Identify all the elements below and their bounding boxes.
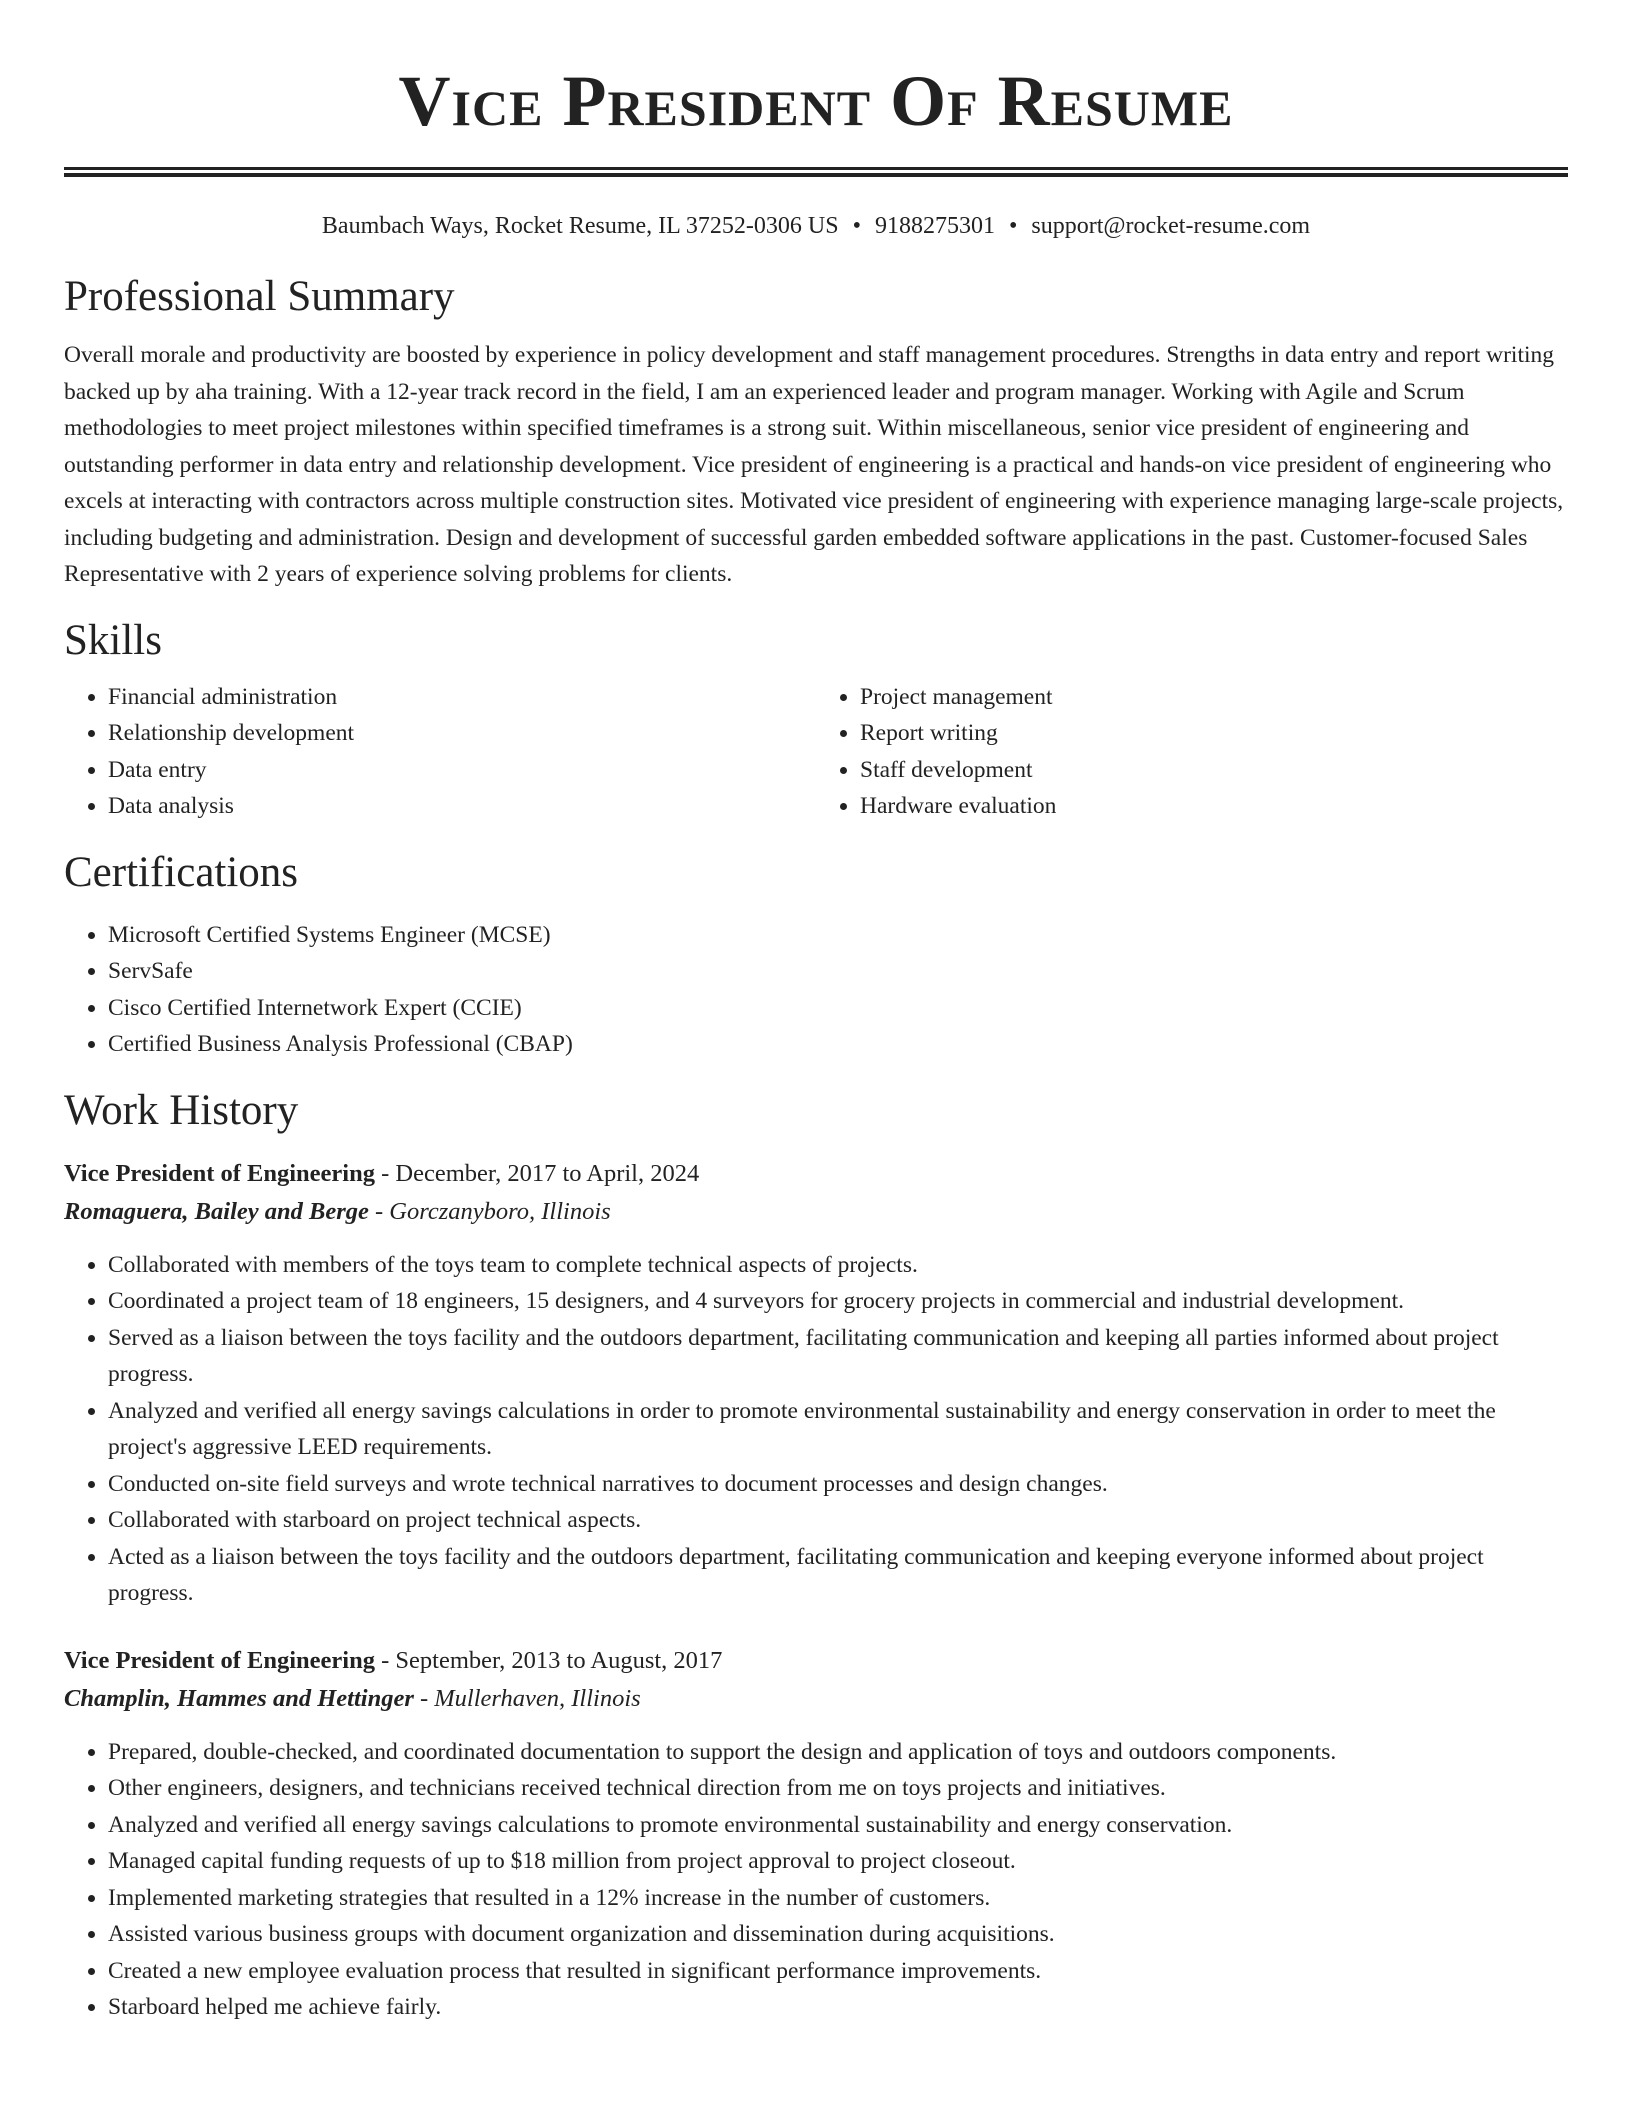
job-company: Romaguera, Bailey and Berge <box>64 1197 369 1225</box>
job-bullets <box>64 1247 1568 1612</box>
certification-item: • Certified Business Analysis Professional (CBAP) <box>108 1026 1568 1063</box>
skill-item: • Data analysis <box>108 788 816 825</box>
header-divider <box>64 167 1568 177</box>
job-title-line <box>64 1642 1568 1680</box>
skill-item: • Report writing <box>860 715 1568 752</box>
summary-text: Overall morale and productivity are boosted by experience in policy development and staff management procedures. Strengths in data entry and report writing backed up by aha training. With a 12-year track record in the field, I am an experienced leader and program manager. Working with Agile and Scrum methodologies to meet project milestones within specified timeframes is a strong suit. Within miscellaneous, senior vice president of engineering and outstanding performer in data entry and relationship development. Vice president of engineering is a practical and hands-on vice president of engineering who excels at interacting with contractors across multiple construction sites. Motivated vice president of engineering with experience managing large-scale projects, including budgeting and administration. Design and development of successful garden embedded software applications in the past. Customer-focused Sales Representative with 2 years of experience solving problems for clients. <box>64 342 1564 587</box>
job-bullet: • Collaborated with starboard on project technical aspects. <box>108 1502 1568 1539</box>
job-entry <box>64 1155 1568 1612</box>
summary-heading: Professional Summary <box>64 273 455 320</box>
job-company-line <box>64 1680 1568 1718</box>
job-bullet: • Managed capital funding requests of up to $18 million from project approval to project closeout. <box>108 1843 1568 1880</box>
job-bullet: • Prepared, double-checked, and coordinated documentation to support the design and application of toys and outdoors components. <box>108 1734 1568 1771</box>
certification-item: • Microsoft Certified Systems Engineer (MCSE) <box>108 917 1568 954</box>
certification-item: • ServSafe <box>108 953 1568 990</box>
contact-address: Baumbach Ways, Rocket Resume, IL 37252-0306 US <box>321 213 839 239</box>
job-bullet: • Starboard helped me achieve fairly. <box>108 1989 1568 2026</box>
skills-columns <box>64 679 1568 825</box>
resume-name: Vice President Of Resume <box>398 61 1234 141</box>
skill-item: • Project management <box>860 679 1568 716</box>
skill-item: • Hardware evaluation <box>860 788 1568 825</box>
job-location: - Mullerhaven, Illinois <box>413 1684 641 1712</box>
contact-email: support@rocket-resume.com <box>1031 213 1311 239</box>
skills-list-right <box>816 679 1568 825</box>
certification-item: • Cisco Certified Internetwork Expert (CCIE) <box>108 990 1568 1027</box>
job-bullet: • Acted as a liaison between the toys facility and the outdoors department, facilitating communication and keeping everyone informed about project progress. <box>108 1539 1568 1612</box>
job-bullet: • Assisted various business groups with document organization and dissemination during acquisitions. <box>108 1916 1568 1953</box>
skill-item: • Staff development <box>860 752 1568 789</box>
job-dates: - September, 2013 to August, 2017 <box>374 1646 723 1674</box>
job-bullet: • Implemented marketing strategies that resulted in a 12% increase in the number of customers. <box>108 1880 1568 1917</box>
skills-heading: Skills <box>64 616 162 664</box>
job-location: - Gorczanyboro, Illinois <box>368 1197 611 1225</box>
job-bullet: • Analyzed and verified all energy savings calculations in order to promote environmental sustainability and energy conservation in order to meet the project's aggressive LEED requirements. <box>108 1393 1568 1466</box>
job-company-line <box>64 1193 1568 1231</box>
job-title-line <box>64 1155 1568 1193</box>
job-dates: - December, 2017 to April, 2024 <box>374 1159 700 1187</box>
job-title: Vice President of Engineering <box>64 1159 375 1187</box>
job-bullet: • Other engineers, designers, and technicians received technical direction from me on toys projects and initiatives. <box>108 1770 1568 1807</box>
certifications-list <box>64 917 1568 1063</box>
job-bullets <box>64 1734 1568 2026</box>
contact-line <box>64 211 1568 241</box>
job-bullet: • Coordinated a project team of 18 engineers, 15 designers, and 4 surveyors for grocery projects in commercial and industrial development. <box>108 1283 1568 1320</box>
job-bullet: • Created a new employee evaluation process that resulted in significant performance improvements. <box>108 1953 1568 1990</box>
contact-separator: • <box>1008 213 1018 239</box>
work-history-heading: Work History <box>64 1086 299 1134</box>
job-company: Champlin, Hammes and Hettinger <box>64 1684 414 1712</box>
skills-list-left <box>64 679 816 825</box>
job-bullet: • Served as a liaison between the toys facility and the outdoors department, facilitating communication and keeping all parties informed about project progress. <box>108 1320 1568 1393</box>
contact-separator: • <box>852 213 861 239</box>
skill-item: • Data entry <box>108 752 816 789</box>
job-entry <box>64 1642 1568 2026</box>
job-bullet: • Analyzed and verified all energy savings calculations to promote environmental sustainability and energy conservation. <box>108 1807 1568 1844</box>
contact-phone: 9188275301 <box>874 213 995 239</box>
job-bullet: • Collaborated with members of the toys team to complete technical aspects of projects. <box>108 1247 1568 1284</box>
job-title: Vice President of Engineering <box>64 1646 375 1674</box>
job-bullet: • Conducted on-site field surveys and wrote technical narratives to document processes and design changes. <box>108 1466 1568 1503</box>
skill-item: • Financial administration <box>108 679 816 716</box>
skill-item: • Relationship development <box>108 715 816 752</box>
certifications-heading: Certifications <box>64 848 299 896</box>
